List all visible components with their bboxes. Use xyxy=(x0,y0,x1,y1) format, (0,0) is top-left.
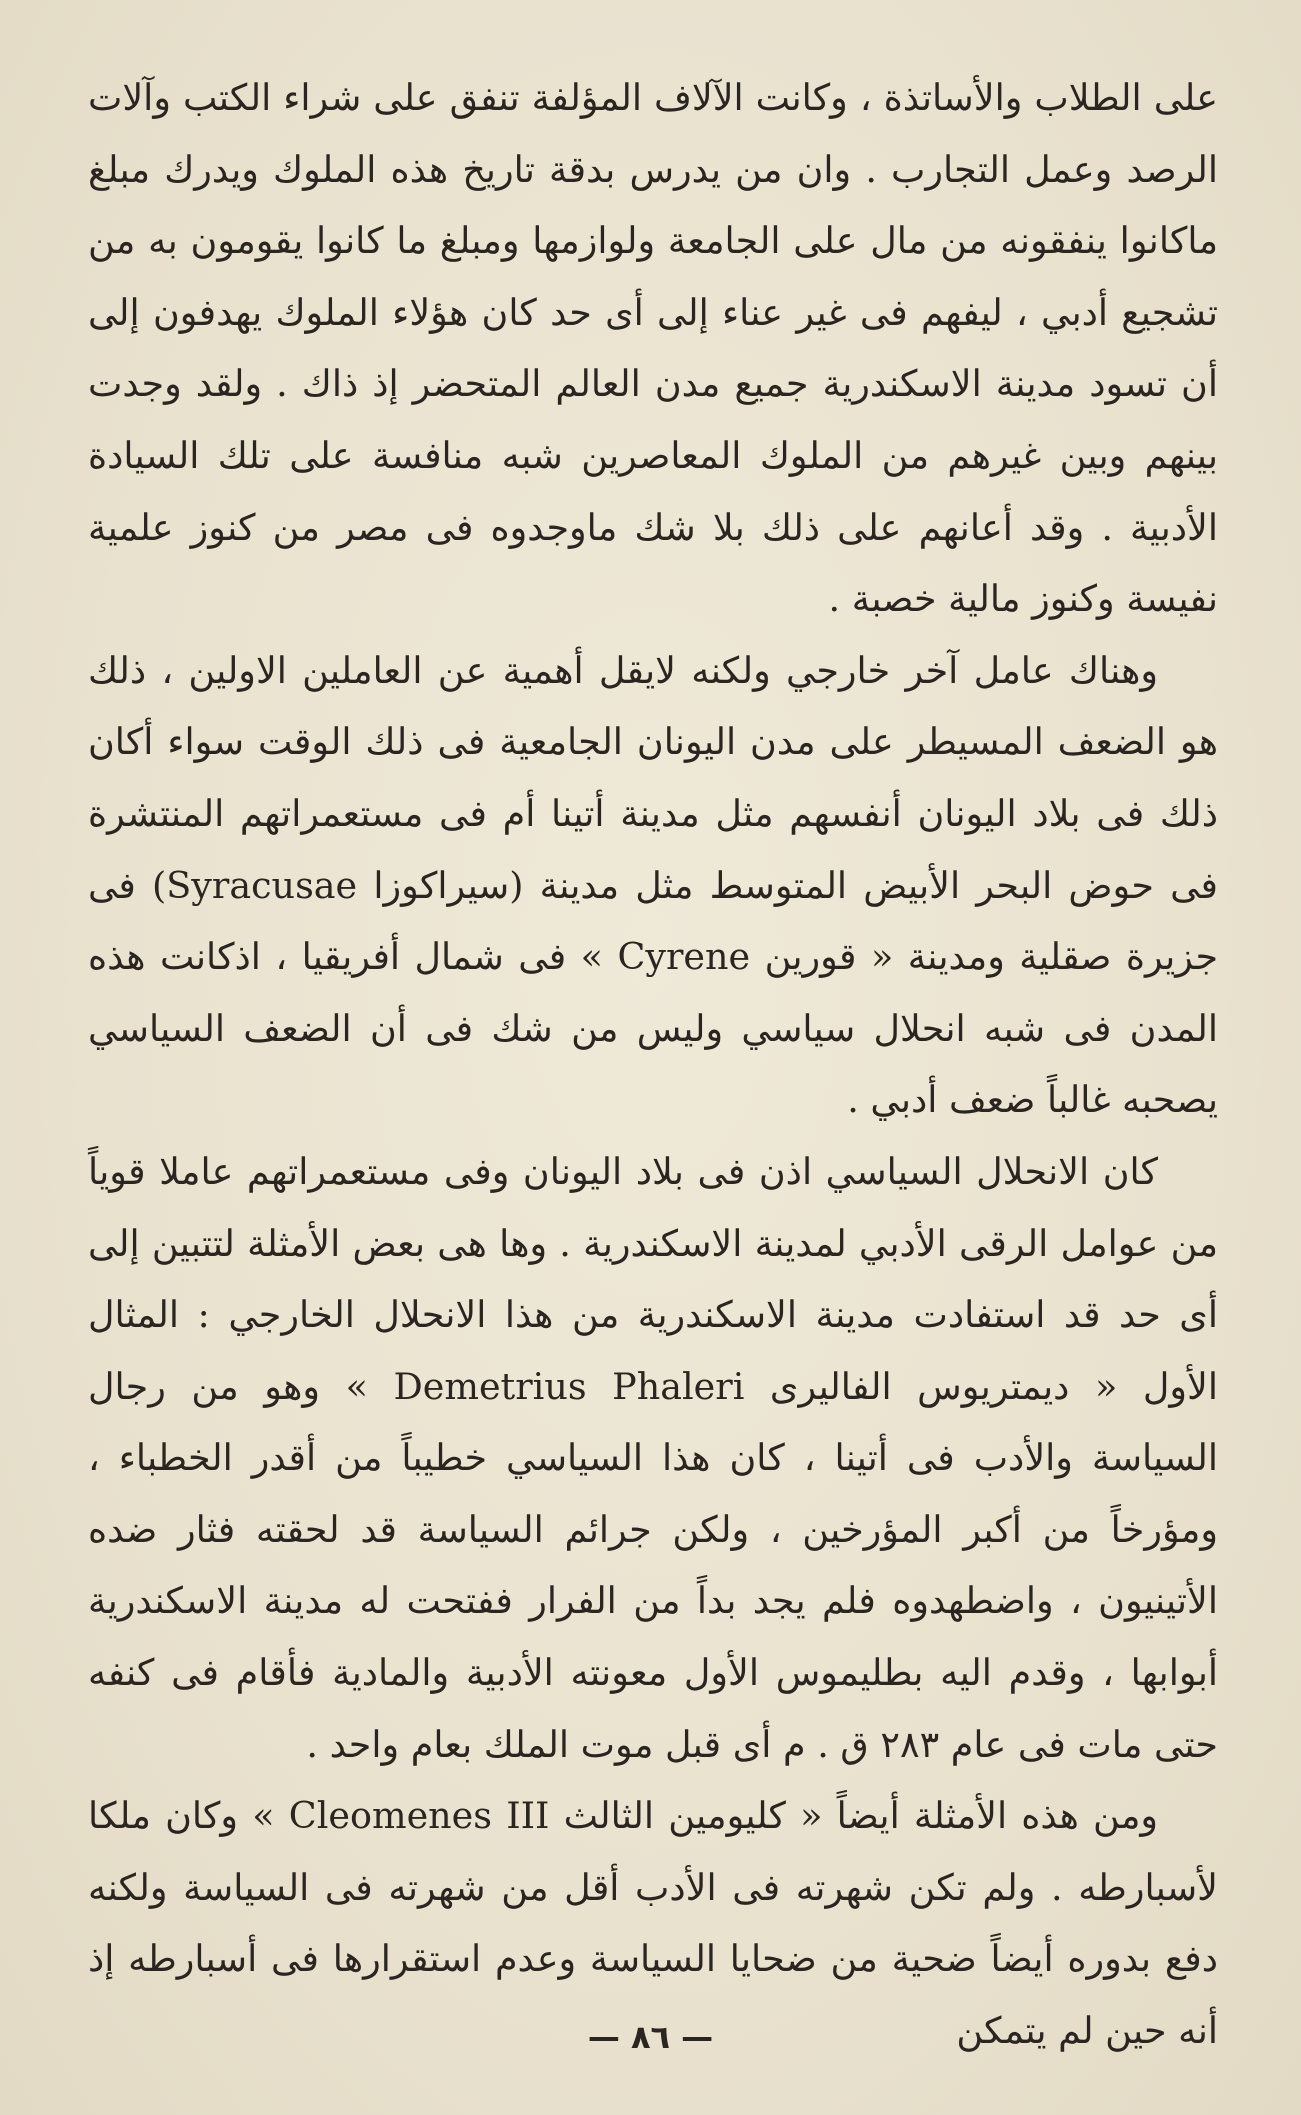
text-line: قد استفادت مدينة الاسكندرية من هذا الانحلال الخارجي : المثال الأول xyxy=(88,1293,1218,1408)
text-line: هو الضعف المسيطر على مدن اليونان الجامعية فى ذلك الوقت سواء أكان xyxy=(88,720,1218,764)
text-line: وآلات الرصد وعمل التجارب . وان من يدرس بدقة تاريخ هذه الملوك xyxy=(88,76,1218,191)
text-line: يجد بداً من الفرار ففتحت له مدينة الاسكندرية أبوابها ، وقدم اليه بطليموس xyxy=(88,1579,1218,1695)
page-number: — ٨٦ — xyxy=(587,2018,714,2056)
text-line: وليس من شك فى أن الضعف السياسي يصحبه غالباً ضعف أدبي . xyxy=(88,1006,1218,1122)
text-line: من كنوز علمية نفيسة وكنوز مالية خصبة . xyxy=(88,505,1218,621)
body-text xyxy=(88,62,1218,2067)
text-line: أيضاً ضحية من ضحايا السياسة وعدم استقرارها فى أسبارطه إذ أنه حين لم يتمكن xyxy=(88,1937,1218,2053)
text-line: لأسبارطه . ولم تكن شهرته فى الأدب أقل من شهرته فى السياسة ولكنه دفع بدوره xyxy=(88,1865,1218,1981)
text-line: كان الانحلال السياسي اذن فى بلاد اليونان وفى مستعمراتهم عاملا قوياً من xyxy=(88,1149,1218,1265)
text-line: ويدرك مبلغ ماكانوا ينفقونه من مال على الجامعة ولوازمها ومبلغ ما كانوا xyxy=(88,147,1218,263)
text-line: على الطلاب والأساتذة ، وكانت الآلاف المؤلفة تنفق على شراء الكتب xyxy=(182,76,1218,119)
text-line: عوامل الرقى الأدبي لمدينة الاسكندرية . وها هى بعض الأمثلة لتتبين إلى أى حد xyxy=(88,1221,1218,1337)
text-line: الملوك يهدفون إلى أن تسود مدينة الاسكندرية جميع مدن العالم المتحضر إذ xyxy=(88,290,1219,406)
text-line: المؤرخين ، ولكن جرائم السياسة قد لحقته فثار ضده الأتينيون ، واضطهدوه فلم xyxy=(88,1507,1218,1623)
text-line: ذلك فى بلاد اليونان أنفسهم مثل مدينة أتينا أم فى مستعمراتهم المنتشرة فى xyxy=(88,791,1218,907)
text-line: وهناك عامل آخر خارجي ولكنه لايقل أهمية عن العاملين الاولين ، ذلك xyxy=(88,648,1158,692)
text-line: حوض البحر الأبيض المتوسط مثل مدينة (سيراكوزا Syracusae) فى جزيرة صقلية xyxy=(88,863,1219,979)
text-line: ذاك . ولقد وجدت بينهم وبين غيرهم من الملوك المعاصرين شبه منافسة xyxy=(88,362,1218,477)
text-line: ومدينة « قورين Cyrene » فى شمال أفريقيا ، اذكانت هذه المدن فى شبه انحلال سياسي xyxy=(88,935,1219,1050)
paragraph-3 xyxy=(88,1136,1218,1780)
text-line: « ديمتريوس الفاليرى Demetrius Phaleri » وهو من رجال السياسة xyxy=(88,1364,1218,1480)
text-line: على تلك السيادة الأدبية . وقد أعانهم على ذلك بلا شك ماوجدوه فى مصر xyxy=(88,433,1219,549)
text-line: موت الملك بعام واحد . xyxy=(306,1722,654,1766)
text-line: ومن هذه الأمثلة أيضاً « كليومين الثالث Cleomenes III » وكان ملكا xyxy=(88,1794,1158,1838)
paragraph-2 xyxy=(88,635,1218,1136)
text-line: والأدب فى أتينا ، كان هذا السياسي خطيباً من أقدر الخطباء ، ومؤرخاً من أكبر xyxy=(88,1436,1218,1551)
text-line: الأول معونته الأدبية والمادية فأقام فى كنفه حتى مات فى عام ٢٨٣ ق . م أى قبل xyxy=(88,1651,1218,1766)
paragraph-1 xyxy=(88,62,1218,635)
text-line: يقومون به من تشجيع أدبي ، ليفهم فى غير عناء إلى أى حد كان هؤلاء xyxy=(88,219,1219,334)
